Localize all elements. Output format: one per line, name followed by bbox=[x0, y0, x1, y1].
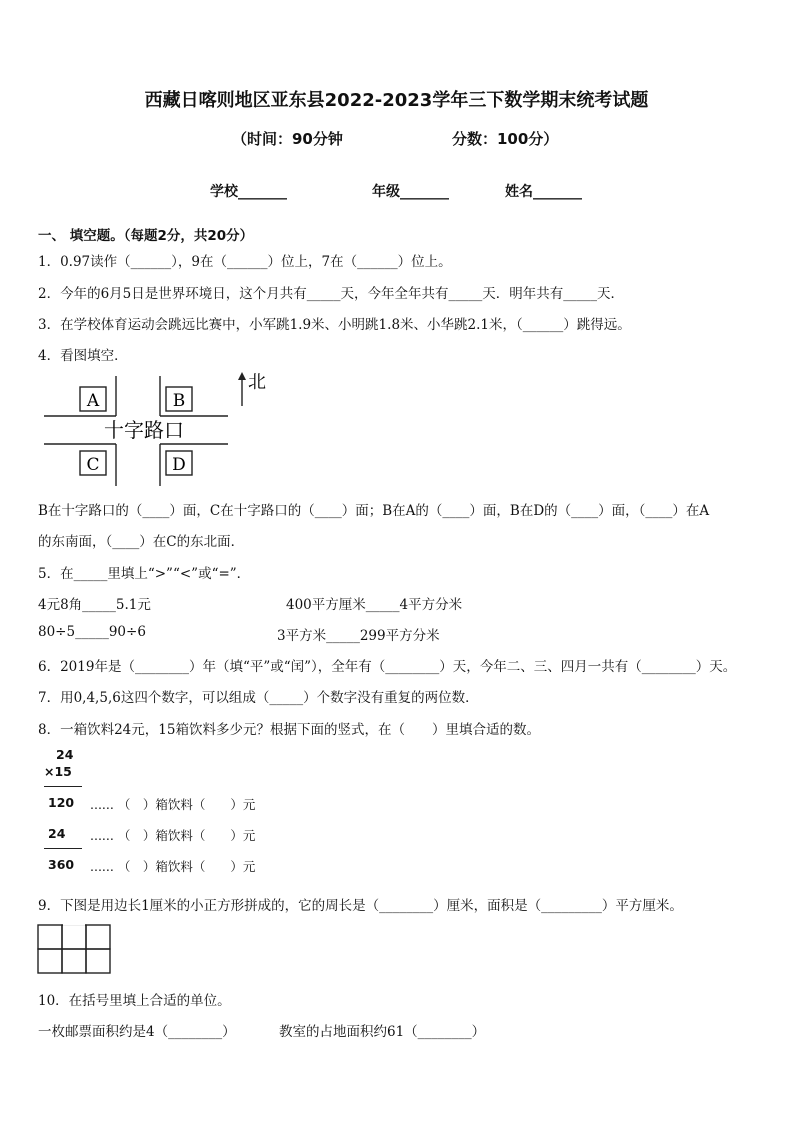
page-title: 西藏日喀则地区亚东县2022-2023学年三下数学期末统考试题 bbox=[144, 90, 649, 111]
question-6: 6．2019年是（________）年（填“平”或“闰”），全年有（________）天，今年二、三、四月一共有（________）天。 bbox=[38, 659, 737, 675]
calc-multiplicand: 24 bbox=[56, 747, 74, 762]
north-label: 北 bbox=[248, 372, 266, 393]
calc-partial-1: 120 bbox=[48, 795, 75, 810]
name-field: 姓名_______ bbox=[505, 184, 582, 200]
calc-partial-2: 24 bbox=[48, 826, 66, 841]
exam-time: （时间：90分钟 bbox=[232, 130, 343, 148]
compare-2: 400平方厘米_____4平方分米 bbox=[286, 597, 463, 613]
exam-score: 分数：100分） bbox=[452, 130, 559, 148]
crossroad-map bbox=[40, 370, 280, 490]
calc-line-2 bbox=[44, 848, 82, 849]
question-7: 7．用0,4,5,6这四个数字，可以组成（_____）个数字没有重复的两位数． bbox=[38, 690, 479, 706]
question-9: 9．下图是用边长1厘米的小正方形拼成的，它的周长是（________）厘米，面积是（_________）平方厘米。 bbox=[38, 898, 683, 914]
grade-field: 年级_______ bbox=[372, 184, 449, 200]
calc-row-1-text: ...... （ ）箱饮料（ ）元 bbox=[90, 797, 256, 812]
question-4-line-1: B在十字路口的（____）面，C在十字路口的（____）面；B在A的（____）面，B在D的（____）面，（____）在A bbox=[38, 503, 710, 519]
question-3: 3．在学校体育运动会跳远比赛中，小军跳1.9米、小明跳1.8米、小华跳2.1米，（______）跳得远。 bbox=[38, 317, 631, 333]
calc-result: 360 bbox=[48, 857, 75, 872]
question-2: 2．今年的6月5日是世界环境日，这个月共有_____天，今年全年共有_____天．明年共有_____天． bbox=[38, 286, 625, 302]
calc-row-3-text: ...... （ ）箱饮料（ ）元 bbox=[90, 859, 256, 874]
compare-1: 4元8角_____5.1元 bbox=[38, 597, 151, 613]
calc-multiplier: ×15 bbox=[44, 764, 72, 779]
compare-4: 3平方米_____299平方分米 bbox=[277, 628, 440, 644]
label-d: D bbox=[172, 455, 186, 475]
calc-row-2-text: ...... （ ）箱饮料（ ）元 bbox=[90, 828, 256, 843]
question-4-line-2: 的东南面，（____）在C的东北面． bbox=[38, 534, 245, 550]
unit-2: 教室的占地面积约61（________） bbox=[279, 1024, 486, 1040]
compare-3: 80÷5_____90÷6 bbox=[38, 624, 146, 640]
question-4: 4．看图填空． bbox=[38, 348, 128, 364]
label-b: B bbox=[172, 391, 186, 411]
squares-figure bbox=[37, 924, 113, 976]
label-a: A bbox=[86, 391, 100, 411]
question-8: 8．一箱饮料24元，15箱饮料多少元？根据下面的竖式，在（ ）里填合适的数。 bbox=[38, 722, 540, 738]
question-1: 1．0.97读作（______），9在（______）位上，7在（______）位上。 bbox=[38, 254, 452, 270]
calc-line-1 bbox=[44, 786, 82, 787]
question-10: 10．在括号里填上合适的单位。 bbox=[38, 993, 231, 1009]
question-5: 5．在_____里填上“>”“<”或“=”． bbox=[38, 566, 251, 582]
section-heading: 一、 填空题。（每题2分，共20分） bbox=[38, 228, 254, 244]
crossroad-label: 十字路口 bbox=[104, 418, 184, 442]
label-c: C bbox=[86, 455, 100, 475]
school-field: 学校_______ bbox=[210, 184, 287, 200]
unit-1: 一枚邮票面积约是4（________） bbox=[38, 1024, 236, 1040]
